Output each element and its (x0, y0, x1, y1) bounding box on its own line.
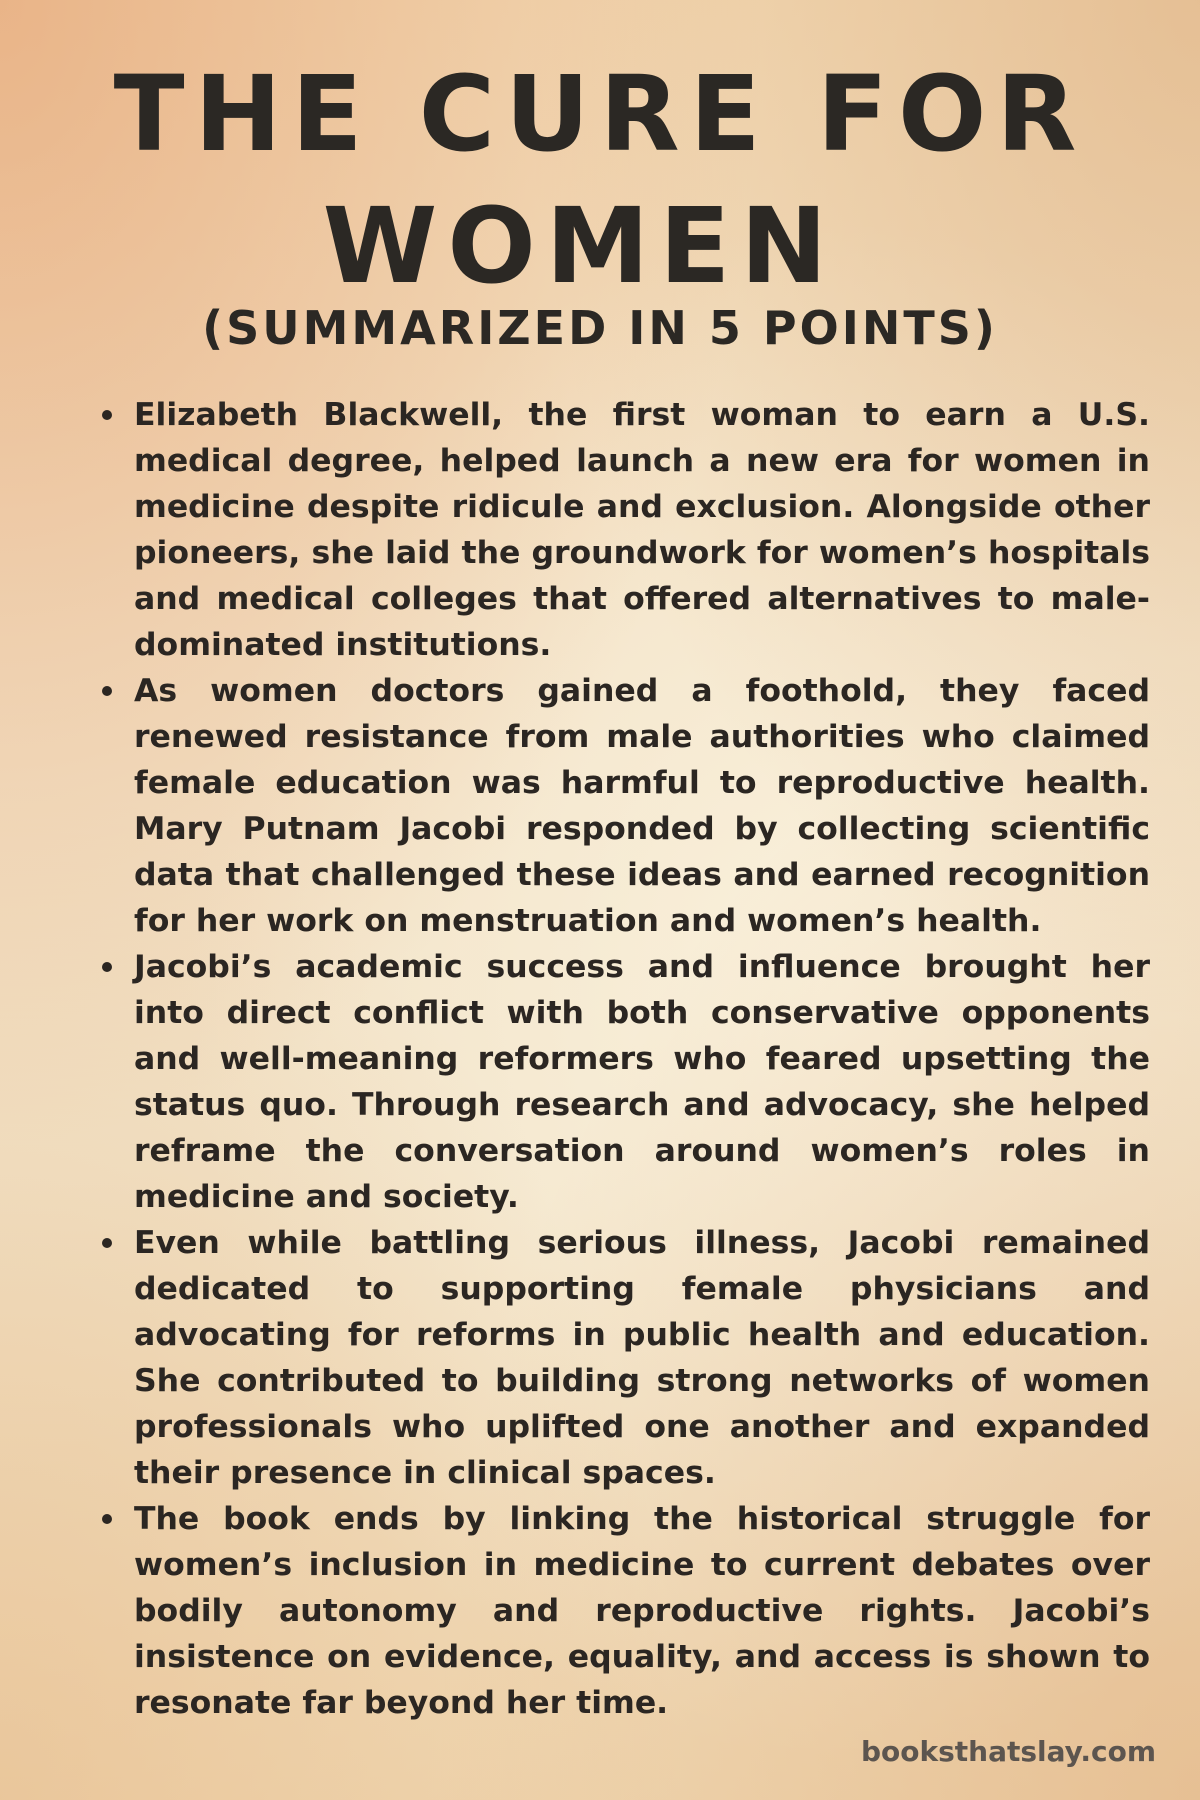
subtitle: (SUMMARIZED IN 5 POINTS) (202, 301, 998, 355)
book-title-line-2: WOMEN (322, 185, 838, 307)
bullet-icon (102, 1238, 112, 1248)
summary-point-text: Elizabeth Blackwell, the first woman to earn a U.S. medical degree, helped launch a new era for women in medicine despite ridicule and exclusion. Alongside other pioneers, she laid the groundwork for women’s hospitals and medical colleges that offered alternatives to male-dominated institutions. (134, 397, 1150, 663)
bullet-icon (102, 962, 112, 972)
bullet-icon (102, 1514, 112, 1524)
book-title (0, 48, 1200, 312)
summary-point-4 (134, 1220, 1150, 1496)
summary-point-5 (134, 1496, 1150, 1726)
summary-points-list (98, 392, 1150, 1726)
bullet-icon (102, 410, 112, 420)
summary-point-3 (134, 944, 1150, 1220)
summary-point-text: As women doctors gained a foothold, they faced renewed resistance from male authorities who claimed female education was harmful to reproductive health. Mary Putnam Jacobi responded by collecting scientific data that challenged these ideas and earned recognition for her work on menstruation and women’s health. (134, 673, 1150, 939)
summary-point-text: The book ends by linking the historical struggle for women’s inclusion in medicine to current debates over bodily autonomy and reproductive rights. Jacobi’s insistence on evidence, equality, and access is shown to resonate far beyond her time. (134, 1501, 1150, 1721)
summary-point-text: Jacobi’s academic success and influence brought her into direct conflict with both conservative opponents and well-meaning reformers who feared upsetting the status quo. Through research and advocacy, she helped reframe the conversation around women’s roles in medicine and society. (134, 949, 1150, 1215)
book-title-line-1: THE CURE FOR (113, 53, 1087, 175)
summary-point-2 (134, 668, 1150, 944)
website-credit: booksthatslay.com (860, 1735, 1156, 1768)
bullet-icon (102, 686, 112, 696)
summary-point-text: Even while battling serious illness, Jacobi remained dedicated to supporting female physicians and advocating for reforms in public health and education. She contributed to building strong networks of women professionals who uplifted one another and expanded their presence in clinical spaces. (134, 1225, 1150, 1491)
summary-point-1 (134, 392, 1150, 668)
